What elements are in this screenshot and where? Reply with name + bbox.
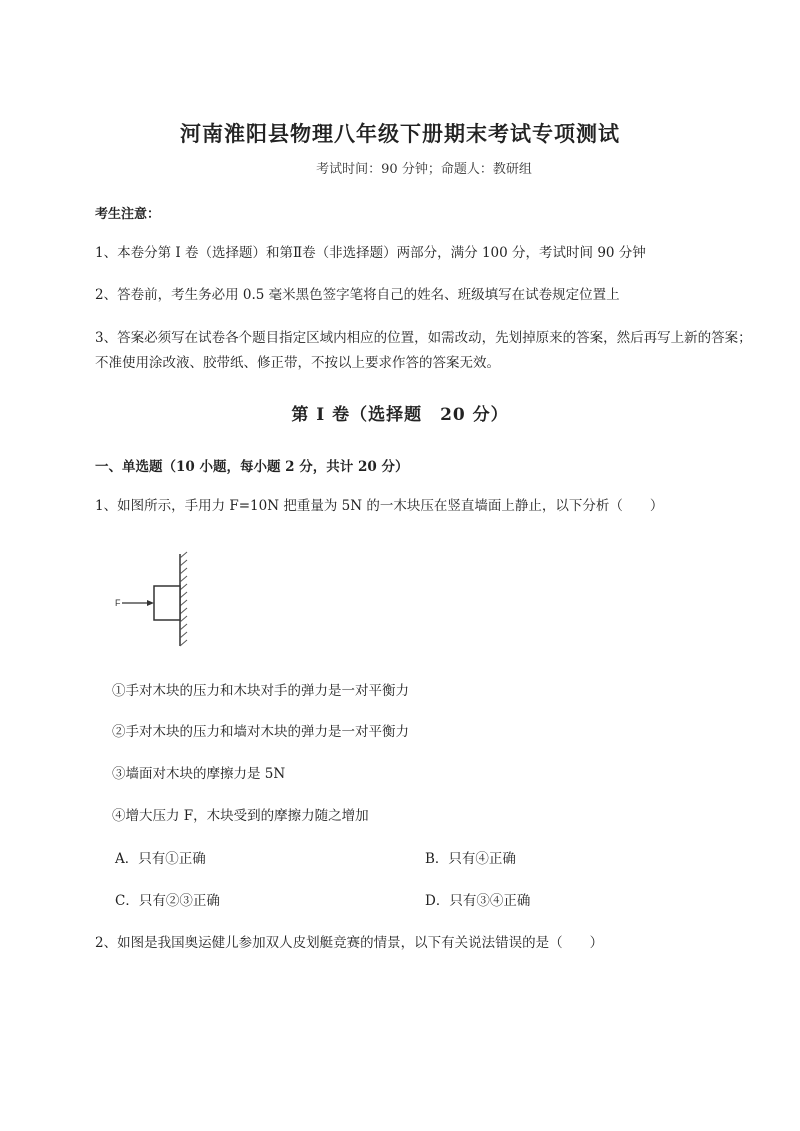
part-heading: 一、单选题（10 小题，每小题 2 分，共计 20 分） — [95, 459, 409, 475]
option-d: D．只有③④正确 — [425, 893, 531, 909]
notice-item: 2、答卷前，考生务必用 0.5 毫米黑色签字笔将自己的姓名、班级填写在试卷规定位置上 — [95, 287, 620, 303]
question-1-text: 1、如图所示，手用力 F=10N 把重量为 5N 的一木块压在竖直墙面上静止，以下分析（ ） — [95, 498, 664, 514]
exam-subtitle: 考试时间：90 分钟；命题人：教研组 — [316, 162, 532, 177]
notice-item: 3、答案必须写在试卷各个题目指定区域内相应的位置，如需改动，先划掉原来的答案，然后再写上新的答案；不准使用涂改液、胶带纸、修正带，不按以上要求作答的答案无效。 — [95, 330, 752, 371]
statement-1: ①手对木块的压力和木块对手的弹力是一对平衡力 — [112, 683, 409, 699]
arrow-head — [147, 600, 154, 606]
option-b: B．只有④正确 — [425, 851, 516, 867]
statement-3: ③墙面对木块的摩擦力是 5N — [112, 766, 286, 782]
question-2-text: 2、如图是我国奥运健儿参加双人皮划艇竞赛的情景，以下有关说法错误的是（ ） — [95, 935, 604, 951]
statement-2: ②手对木块的压力和墙对木块的弹力是一对平衡力 — [112, 724, 409, 740]
option-c: C．只有②③正确 — [115, 893, 220, 909]
wooden-block — [154, 586, 180, 620]
option-a: A．只有①正确 — [115, 851, 206, 867]
force-label: F — [115, 598, 121, 608]
force-diagram — [110, 550, 200, 650]
exam-title: 河南淮阳县物理八年级下册期末考试专项测试 — [180, 121, 620, 146]
wall-hatching — [180, 552, 187, 646]
notice-heading: 考生注意： — [95, 207, 161, 222]
notice-item: 1、本卷分第 I 卷（选择题）和第Ⅱ卷（非选择题）两部分，满分 100 分，考试时间 90 分钟 — [95, 245, 646, 261]
section-title: 第 I 卷（选择题 20 分） — [291, 405, 509, 425]
statement-4: ④增大压力 F，木块受到的摩擦力随之增加 — [112, 808, 369, 824]
